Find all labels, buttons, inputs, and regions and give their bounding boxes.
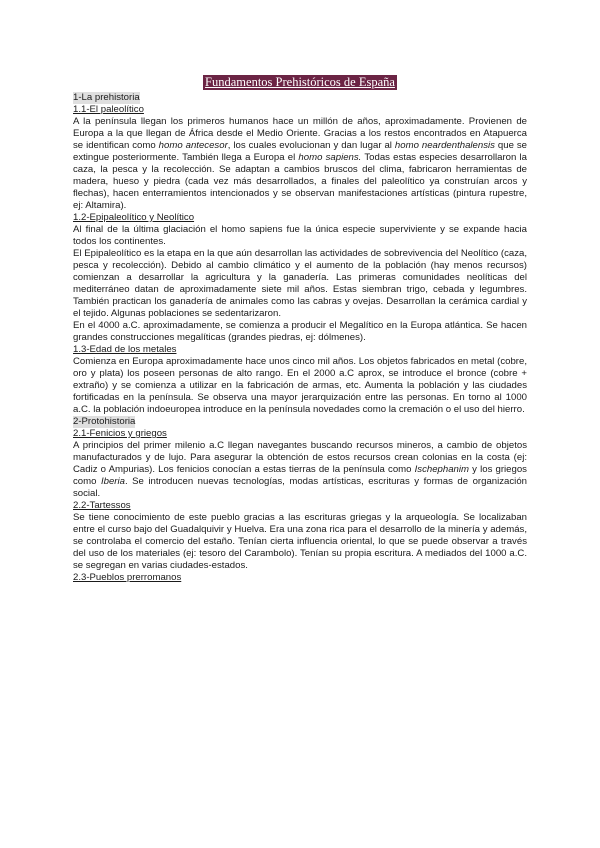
paragraph-metales: Comienza en Europa aproximadamente hace unos cinco mil años. Los objetos fabricados en metal (cobre, oro y plata) los poseen personas de alto rango. En el 2000 a.C aprox, se introduce el bronce (cobre + extraño) y se comienza a utilizar en la fabricación de armas, etc. Aumenta la población y las ciudades fortificadas en la península. Se observa una mayor jerarquización entre las personas. En torno al 1000 a.C. la población indoeuropea introduce en la península novedades como la cremación o el uso del hierro.	[73, 356, 527, 415]
title-wrapper	[0, 73, 600, 91]
paragraph-epi-3: En el 4000 a.C. aproximadamente, se comienza a producir el Megalítico en la Europa atlántica. Se hacen grandes construcciones megalíticas (grandes piedras, ej: dólmenes).	[73, 320, 527, 343]
heading-tartessos: 2.2-Tartessos	[73, 500, 131, 511]
paragraph-fenicios: A principios del primer milenio a.C llegan navegantes buscando recursos mineros, a cambio de objetos manufacturados y de lujo. Para asegurar la obtención de estos recursos crean colonias en la costa (ej: Cadiz o Ampurias). Los fenicios conocían a estas tierras de la península como Ischephanim y los griegos como Iberia. Se introducen nuevas tecnologías, modas artísticas, escrituras y formas de organización social.	[73, 440, 527, 499]
heading-metales: 1.3-Edad de los metales	[73, 344, 177, 355]
heading-pueblos-prerromanos: 2.3-Pueblos prerromanos	[73, 572, 182, 583]
document-title: Fundamentos Prehistóricos de España	[205, 75, 395, 89]
heading-protohistoria: 2-Protohistoria	[73, 416, 136, 427]
heading-prehistoria: 1-La prehistoria	[73, 92, 140, 103]
heading-paleolitico: 1.1-El paleolítico	[73, 104, 144, 115]
document-body	[73, 92, 527, 584]
paragraph-epi-1: Al final de la última glaciación el homo sapiens fue la única especie superviviente y se expande hacia todos los continentes.	[73, 224, 527, 247]
heading-epipaleolitico: 1.2-Epipaleolítico y Neolítico	[73, 212, 195, 223]
paragraph-tartessos: Se tiene conocimiento de este pueblo gracias a las escrituras griegas y la arqueología. Se localizaban entre el curso bajo del Guadalquivir y Huelva. Era una zona rica para el desarrollo de la minería y además, se controlaba el comercio del estaño. Tenían cierta influencia oriental, lo que se puede observar a través del uso de los materiales (ej: tesoro del Carambolo). Tenían su propia escritura. A mediados del 1000 a.C. se segregan en varias ciudades-estados.	[73, 512, 527, 571]
paragraph-paleolitico: A la península llegan los primeros humanos hace un millón de años, aproximadamente. Provienen de Europa a la que llegan de África desde el Medio Oriente. Gracias a los restos encontrados en Atapuerca se identifican como homo antecesor, los cuales evolucionan y dan lugar al homo neardenthalensis que se extingue posteriormente. También llega a Europa el homo sapiens. Todas estas especies desarrollaron la caza, la pesca y la recolección. Se adaptan a cambios bruscos del clima, fabricaron herramientas de madera, hueso y piedra (cada vez más desarrollados, a finales del paleolítico ya construían arcos y flechas), hacen enterramientos intencionados y se observan manifestaciones artísticas (pintura rupestre, ej: Altamira).	[73, 116, 528, 211]
paragraph-epi-2: El Epipaleolítico es la etapa en la que aún desarrollan las actividades de sobrevivencia del Neolítico (caza, pesca y recolección). Debido al cambio climático y el aumento de la población (hay menos recursos) comienzan a desarrollar la agricultura y la ganadería. Las primeras comunidades neolíticas del mediterráneo datan de aproximadamente siete mil años. Estas siembran trigo, cebada y legumbres. También practican los ganadería de animales como las cabras y ovejas. Desarrollan la cerámica cardial y el tejido. Algunas poblaciones se sedentarizaron.	[73, 248, 527, 319]
heading-fenicios: 2.1-Fenicios y griegos	[73, 428, 167, 439]
